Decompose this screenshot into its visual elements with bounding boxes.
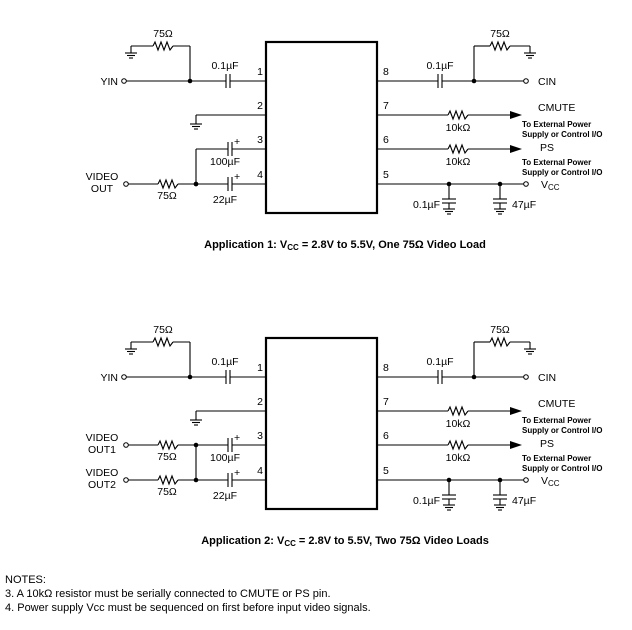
label: 75Ω xyxy=(490,324,510,336)
polarity-plus: + xyxy=(234,171,241,183)
application-diagram-1 xyxy=(86,28,603,252)
arrow-icon xyxy=(510,407,522,415)
pin-number: 1 xyxy=(257,362,263,374)
resistor-symbol xyxy=(153,42,173,50)
pin-number: 3 xyxy=(257,134,263,146)
note-line: 4. Power supply Vcc must be sequenced on first before input video signals. xyxy=(5,602,371,614)
ps-label: PS xyxy=(540,438,555,450)
terminal-icon xyxy=(124,443,129,448)
label: 47µF xyxy=(512,495,537,507)
terminal-icon xyxy=(124,182,129,187)
external-power-note: To External Power xyxy=(522,416,592,425)
ic-chip xyxy=(266,338,377,509)
label: 10kΩ xyxy=(445,452,471,464)
pin-number: 5 xyxy=(383,169,389,181)
ground-icon xyxy=(494,505,506,510)
pin-number: 6 xyxy=(383,430,389,442)
terminal-icon xyxy=(124,478,129,483)
pin-number: 4 xyxy=(257,169,263,181)
diagram-caption: Application 2: VCC = 2.8V to 5.5V, Two 75Ω Video Loads xyxy=(201,535,489,548)
video-output xyxy=(86,432,199,463)
pin-number: 2 xyxy=(257,396,263,408)
resistor-symbol xyxy=(448,145,468,153)
terminal-icon xyxy=(524,182,529,187)
label: 0.1µF xyxy=(426,356,454,368)
video-out-label: OUT2 xyxy=(87,479,117,491)
diagram-caption: Application 1: VCC = 2.8V to 5.5V, One 75Ω Video Load xyxy=(204,239,486,252)
external-power-note: Supply or Control I/O xyxy=(522,426,603,435)
yin-label: YIN xyxy=(100,76,118,88)
label: 75Ω xyxy=(157,486,177,498)
label: 22µF xyxy=(212,490,238,502)
label: 10kΩ xyxy=(445,122,471,134)
notes xyxy=(5,574,371,614)
application-diagram-2 xyxy=(86,324,603,548)
vcc-label: VCC xyxy=(541,475,560,488)
external-power-note: To External Power xyxy=(522,120,592,129)
ground-icon xyxy=(443,209,455,214)
resistor-symbol xyxy=(448,111,468,119)
external-power-note: To External Power xyxy=(522,158,592,167)
junction-dot xyxy=(194,478,199,483)
label: 100µF xyxy=(210,156,240,168)
label: 10kΩ xyxy=(445,156,471,168)
ic-chip xyxy=(266,42,377,213)
pin-number: 2 xyxy=(257,100,263,112)
label: 75Ω xyxy=(153,324,173,336)
ground-icon xyxy=(494,209,506,214)
pin-number: 3 xyxy=(257,430,263,442)
label: 47µF xyxy=(512,199,537,211)
resistor-symbol xyxy=(448,441,468,449)
yin-label: YIN xyxy=(100,372,118,384)
video-output xyxy=(86,467,199,498)
ground-icon xyxy=(524,53,536,58)
video-out-label: OUT xyxy=(90,183,114,195)
external-power-note: To External Power xyxy=(522,454,592,463)
resistor-symbol xyxy=(158,441,178,449)
resistor-symbol xyxy=(158,476,178,484)
terminal-icon xyxy=(524,79,529,84)
pin-number: 6 xyxy=(383,134,389,146)
cmute-label: CMUTE xyxy=(538,102,576,114)
label: 0.1µF xyxy=(426,60,454,72)
external-power-note: Supply or Control I/O xyxy=(522,168,603,177)
resistor-symbol xyxy=(158,180,178,188)
arrow-icon xyxy=(510,111,522,119)
resistor-symbol xyxy=(490,338,510,346)
label: 100µF xyxy=(210,452,240,464)
resistor-symbol xyxy=(490,42,510,50)
pin-number: 8 xyxy=(383,362,389,374)
arrow-icon xyxy=(510,441,522,449)
polarity-plus: + xyxy=(234,432,241,444)
polarity-plus: + xyxy=(234,136,241,148)
label: 0.1µF xyxy=(211,60,239,72)
ground-icon xyxy=(125,53,137,58)
pin-number: 8 xyxy=(383,66,389,78)
terminal-icon xyxy=(122,79,127,84)
ground-icon xyxy=(125,349,137,354)
label: 75Ω xyxy=(157,190,177,202)
label: 0.1µF xyxy=(211,356,239,368)
video-out-label: VIDEO xyxy=(85,171,119,183)
resistor-symbol xyxy=(448,407,468,415)
label: 0.1µF xyxy=(412,199,440,211)
pin-number: 7 xyxy=(383,396,389,408)
label: 0.1µF xyxy=(412,495,440,507)
junction-dot xyxy=(194,443,199,448)
label: 75Ω xyxy=(157,451,177,463)
external-power-note: Supply or Control I/O xyxy=(522,130,603,139)
video-out-label: VIDEO xyxy=(85,467,119,479)
cin-label: CIN xyxy=(538,372,557,384)
polarity-plus: + xyxy=(234,467,241,479)
ground-icon xyxy=(190,124,202,129)
terminal-icon xyxy=(524,478,529,483)
label: 75Ω xyxy=(153,28,173,40)
note-line: 3. A 10kΩ resistor must be serially connected to CMUTE or PS pin. xyxy=(5,588,331,600)
arrow-icon xyxy=(510,145,522,153)
ground-icon xyxy=(524,349,536,354)
video-out-label: VIDEO xyxy=(85,432,119,444)
pin-number: 4 xyxy=(257,465,263,477)
label: 10kΩ xyxy=(445,418,471,430)
external-power-note: Supply or Control I/O xyxy=(522,464,603,473)
video-out-label: OUT1 xyxy=(87,444,117,456)
ps-label: PS xyxy=(540,142,555,154)
notes-title: NOTES: xyxy=(5,574,46,586)
junction-dot xyxy=(194,182,199,187)
terminal-icon xyxy=(524,375,529,380)
pin-number: 1 xyxy=(257,66,263,78)
video-output xyxy=(86,171,199,202)
terminal-icon xyxy=(122,375,127,380)
ground-icon xyxy=(190,420,202,425)
ground-icon xyxy=(443,505,455,510)
cin-label: CIN xyxy=(538,76,557,88)
pin-number: 5 xyxy=(383,465,389,477)
vcc-label: VCC xyxy=(541,179,560,192)
label: 22µF xyxy=(212,194,238,206)
pin-number: 7 xyxy=(383,100,389,112)
resistor-symbol xyxy=(153,338,173,346)
cmute-label: CMUTE xyxy=(538,398,576,410)
label: 75Ω xyxy=(490,28,510,40)
